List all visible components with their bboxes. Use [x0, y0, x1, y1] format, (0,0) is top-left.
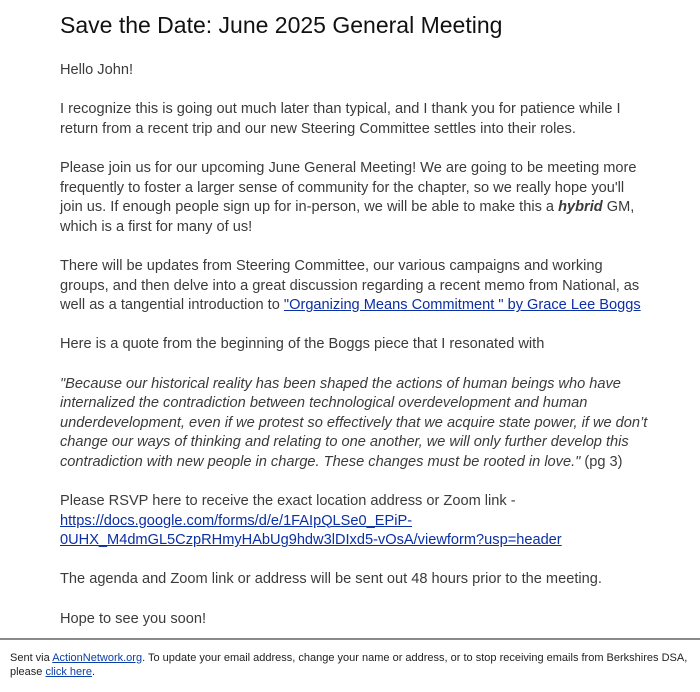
quote-block [60, 375, 650, 473]
paragraph-agenda: The agenda and Zoom link or address will be sent out 48 hours prior to the meeting. [60, 571, 602, 588]
footer-unsubscribe-text: . To update your email address, change your name or address, or to stop receiving emails from Berkshires DSA, please [10, 652, 688, 678]
paragraph-updates [60, 257, 650, 316]
quote-text: "Because our historical reality has been shaped the actions of human beings who have internalized the contradiction between technological overdevelopment and human underdevelopment, even if we protest so effectively that we acquire state power, if we don’t change our ways of thinking and relating to one another, we will only further develop this contradiction with new people in charge. These changes must be rooted in love." [60, 375, 648, 470]
greeting: Hello John! [60, 62, 134, 78]
paragraph-quote-intro: Here is a quote from the beginning of the Boggs piece that I resonated with [60, 336, 545, 353]
email-title: Save the Date: June 2025 General Meeting [60, 12, 503, 38]
boggs-article-link[interactable]: "Organizing Means Commitment " by Grace Lee Boggs [283, 297, 641, 314]
click-here-link[interactable]: click here [45, 666, 92, 678]
footer-sent-via: Sent via [10, 652, 53, 664]
paragraph-updates-text: There will be updates from Steering Committee, our various campaigns and working groups, and then delve into a great discussion regarding a recent memo from National, as well as a tangential introduction to [60, 257, 640, 314]
paragraph-intro: I recognize this is going out much later than typical, and I thank you for patience while I return from a recent trip and our new Steering Committee settles into their roles. [60, 101, 621, 137]
paragraph-rsvp [60, 492, 650, 551]
actionnetwork-link[interactable]: ActionNetwork.org [52, 652, 143, 664]
rsvp-text: Please RSVP here to receive the exact location address or Zoom link - [60, 493, 516, 510]
hybrid-emphasis: hybrid [558, 199, 603, 216]
email-content [60, 61, 650, 649]
email-footer [0, 638, 700, 692]
quote-citation: (pg 3) [580, 453, 623, 470]
paragraph-meeting-text: Please join us for our upcoming June General Meeting! We are going to be meeting more frequently to foster a larger sense of community for the chapter, so we really hope you'll join us. If enough people sign up for in-person, we will be able to make this a [60, 159, 637, 216]
footer-text [10, 651, 695, 679]
footer-end: . [91, 666, 96, 678]
paragraph-meeting [60, 159, 650, 237]
rsvp-link[interactable]: https://docs.google.com/forms/d/e/1FAIpQLSe0_EPiP-0UHX_M4dmGL5CzpRHmyHAbUg9hdw3lDIxd5-vOsA/viewform?usp=header [60, 512, 562, 549]
paragraph-meeting-end: GM, which is a first for many of us! [60, 199, 635, 235]
closing: Hope to see you soon! [60, 610, 207, 627]
